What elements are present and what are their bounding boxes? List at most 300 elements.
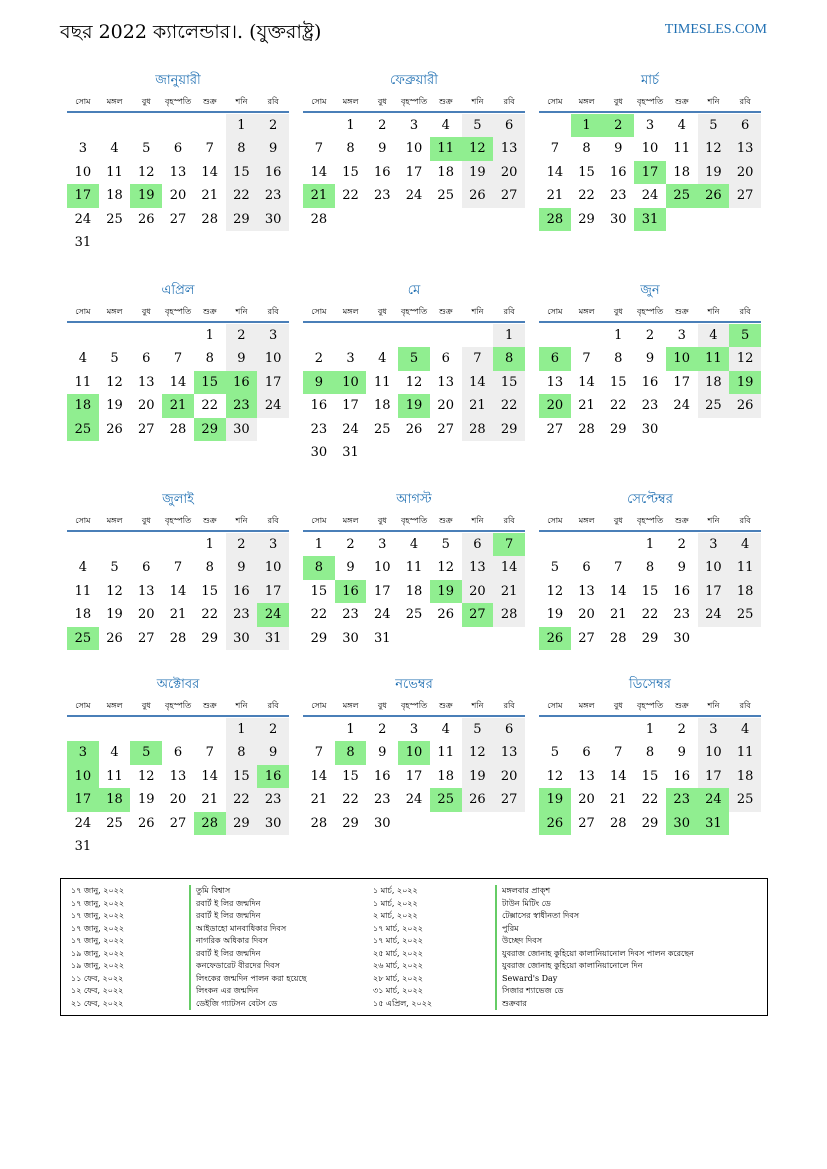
weekday-label: সোম xyxy=(547,97,563,106)
weekday-label: শনি xyxy=(471,307,484,316)
day-cell: 12 xyxy=(106,583,123,599)
day-cell: 1 xyxy=(205,327,214,343)
day-cell: 24 xyxy=(374,607,391,622)
holiday-date: ১৭ মার্চ, ২০২২ xyxy=(373,936,423,945)
day-cell: 15 xyxy=(578,164,595,180)
day-cell: 26 xyxy=(462,788,494,812)
day-cell: 15 xyxy=(610,374,627,390)
day-cell: 6 xyxy=(493,718,525,742)
holiday-day-cell: 10 xyxy=(67,765,99,789)
day-cell: 24 xyxy=(405,188,423,203)
day-cell: 25 xyxy=(106,211,123,227)
holiday-name: রবার্ট ই লির জন্মদিন xyxy=(189,898,307,911)
holiday-day-cell: 11 xyxy=(430,137,462,161)
day-cell: 3 xyxy=(677,327,686,343)
day-cell: 13 xyxy=(138,374,155,390)
day-cell: 20 xyxy=(578,792,595,807)
weekday-header xyxy=(67,302,289,323)
month-title: ডিসেম্বর xyxy=(629,677,671,692)
holiday-name: আইডাহো মানবাধিকার দিবস xyxy=(189,923,307,936)
day-cell: 25 xyxy=(106,815,123,831)
day-cell: 12 xyxy=(138,768,155,784)
day-cell: 4 xyxy=(409,536,419,552)
holiday-day-cell: 17 xyxy=(634,161,666,185)
empty-day-cell xyxy=(602,718,634,742)
day-cell: 13 xyxy=(462,556,494,580)
holiday-day-cell: 27 xyxy=(462,603,494,627)
day-cell: 21 xyxy=(462,394,494,418)
holiday-day-cell: 28 xyxy=(539,208,571,232)
holiday-date: ১৭ জানু, ২০২২ xyxy=(71,886,125,895)
holiday-date: ৩১ মার্চ, ২০২২ xyxy=(373,986,423,995)
day-cell: 10 xyxy=(698,556,730,580)
day-cell: 17 xyxy=(405,768,423,784)
month-days xyxy=(67,324,289,442)
day-cell: 7 xyxy=(582,351,591,366)
weekday-label: শুক্র xyxy=(674,516,689,525)
day-cell: 7 xyxy=(205,745,214,760)
day-cell: 12 xyxy=(698,137,730,161)
day-cell: 22 xyxy=(201,398,218,413)
day-cell: 27 xyxy=(493,184,525,208)
day-cell: 2 xyxy=(645,327,655,343)
empty-day-cell xyxy=(571,718,603,742)
day-cell: 17 xyxy=(673,374,690,390)
day-cell: 8 xyxy=(645,745,655,760)
day-cell: 11 xyxy=(74,583,92,599)
holiday-day-cell: 20 xyxy=(539,394,571,418)
day-cell: 1 xyxy=(346,721,355,737)
weekday-label: শুক্র xyxy=(438,701,453,710)
day-cell: 16 xyxy=(310,398,328,413)
day-cell: 4 xyxy=(729,533,761,557)
day-cell: 20 xyxy=(138,607,155,622)
month-days xyxy=(67,533,289,651)
holiday-day-cell: 19 xyxy=(430,580,462,604)
empty-day-cell xyxy=(162,533,194,557)
weekday-label: বুধ xyxy=(141,307,151,316)
day-cell: 15 xyxy=(342,164,359,180)
weekday-label: বৃহস্পতি xyxy=(164,701,192,710)
holiday-day-cell: 8 xyxy=(335,741,367,765)
day-cell: 6 xyxy=(582,745,591,760)
day-cell: 18 xyxy=(729,580,761,604)
weekday-header xyxy=(303,92,525,113)
day-cell: 22 xyxy=(493,394,525,418)
day-cell: 14 xyxy=(462,371,494,395)
holiday-day-cell: 16 xyxy=(335,580,367,604)
day-cell: 17 xyxy=(257,371,289,395)
month-block xyxy=(67,70,289,255)
day-cell: 23 xyxy=(374,792,391,807)
day-cell: 29 xyxy=(578,211,595,227)
holiday-name: উচ্ছেদ দিবস xyxy=(495,935,694,948)
day-cell: 14 xyxy=(201,164,218,180)
day-cell: 19 xyxy=(106,607,123,622)
holiday-day-cell: 9 xyxy=(303,371,335,395)
weekday-label: বৃহস্পতি xyxy=(636,307,664,316)
weekday-label: বৃহস্পতি xyxy=(400,516,428,525)
day-cell: 12 xyxy=(106,374,123,390)
weekday-label: রবি xyxy=(739,701,751,710)
empty-day-cell xyxy=(398,324,430,348)
holiday-name-column-left xyxy=(189,885,307,1010)
weekday-label: শনি xyxy=(235,307,248,316)
day-cell: 12 xyxy=(437,560,454,575)
day-cell: 7 xyxy=(173,560,183,575)
day-cell: 3 xyxy=(257,324,289,348)
day-cell: 21 xyxy=(201,792,218,807)
day-cell: 3 xyxy=(698,718,730,742)
holiday-name: নাগরিক অধিকার দিবস xyxy=(189,935,307,948)
weekday-label: মঙ্গল xyxy=(342,516,359,525)
day-cell: 4 xyxy=(441,117,450,133)
day-cell: 28 xyxy=(610,630,627,646)
day-cell: 4 xyxy=(78,351,87,366)
weekday-label: মঙ্গল xyxy=(106,97,123,106)
day-cell: 15 xyxy=(226,765,258,789)
weekday-header xyxy=(539,302,761,323)
day-cell: 7 xyxy=(550,141,559,156)
weekday-header xyxy=(303,302,525,323)
month-title: জুন xyxy=(640,283,660,298)
empty-day-cell xyxy=(303,718,335,742)
day-cell: 10 xyxy=(641,141,659,156)
day-cell: 31 xyxy=(74,235,92,250)
weekday-label: বুধ xyxy=(141,701,151,710)
weekday-label: মঙ্গল xyxy=(342,97,359,106)
holiday-date: ১২ ফেব, ২০২২ xyxy=(71,986,124,995)
weekday-label: সোম xyxy=(75,97,91,106)
weekday-label: বৃহস্পতি xyxy=(400,307,428,316)
day-cell: 26 xyxy=(138,211,155,227)
day-cell: 28 xyxy=(578,421,595,437)
day-cell: 4 xyxy=(441,721,450,737)
day-cell: 22 xyxy=(641,607,659,622)
holiday-name: Seward's Day xyxy=(495,973,694,986)
day-cell: 2 xyxy=(378,117,387,133)
weekday-label: শুক্র xyxy=(438,307,453,316)
day-cell: 24 xyxy=(74,211,92,227)
day-cell: 9 xyxy=(378,745,387,760)
day-cell: 14 xyxy=(310,768,328,784)
day-cell: 1 xyxy=(493,324,525,348)
empty-day-cell xyxy=(67,324,99,348)
month-block xyxy=(303,70,525,231)
month-title: মার্চ xyxy=(640,73,659,88)
month-days xyxy=(303,533,525,651)
day-cell: 22 xyxy=(342,792,359,807)
holiday-day-cell: 26 xyxy=(539,812,571,836)
day-cell: 3 xyxy=(346,351,355,366)
month-block xyxy=(303,280,525,465)
day-cell: 3 xyxy=(409,721,419,737)
day-cell: 5 xyxy=(698,114,730,138)
day-cell: 18 xyxy=(698,371,730,395)
day-cell: 15 xyxy=(641,768,659,784)
weekday-label: শুক্র xyxy=(674,701,689,710)
empty-day-cell xyxy=(130,114,162,138)
day-cell: 18 xyxy=(74,607,92,622)
day-cell: 28 xyxy=(310,211,328,227)
weekday-label: মঙ্গল xyxy=(578,307,595,316)
day-cell: 26 xyxy=(729,394,761,418)
day-cell: 4 xyxy=(110,745,119,760)
day-cell: 1 xyxy=(226,718,258,742)
holiday-date: ২৮ মার্চ, ২০২২ xyxy=(373,973,423,983)
holiday-day-cell: 19 xyxy=(130,184,162,208)
day-cell: 13 xyxy=(578,583,595,599)
month-title: জুলাই xyxy=(162,492,194,507)
holiday-day-cell: 5 xyxy=(729,324,761,348)
day-cell: 31 xyxy=(342,445,359,460)
month-block xyxy=(539,70,761,231)
empty-day-cell xyxy=(162,114,194,138)
day-cell: 28 xyxy=(610,815,627,831)
day-cell: 22 xyxy=(310,607,328,622)
site-link[interactable]: TIMESLES.COM xyxy=(664,22,767,37)
day-cell: 17 xyxy=(342,398,359,413)
empty-day-cell xyxy=(67,114,99,138)
day-cell: 7 xyxy=(314,141,323,156)
holiday-day-cell: 10 xyxy=(666,347,698,371)
holiday-date: ১৭ জানু, ২০২২ xyxy=(71,936,125,945)
holiday-date: ১৯ জানু, ২০২২ xyxy=(71,961,125,970)
weekday-label: রবি xyxy=(503,307,515,316)
weekday-label: শনি xyxy=(235,516,248,525)
day-cell: 5 xyxy=(110,560,119,575)
weekday-label: সোম xyxy=(311,701,327,710)
day-cell: 16 xyxy=(257,161,289,185)
day-cell: 28 xyxy=(169,421,187,437)
day-cell: 11 xyxy=(729,556,761,580)
weekday-label: মঙ্গল xyxy=(106,516,123,525)
day-cell: 29 xyxy=(641,630,659,646)
day-cell: 21 xyxy=(310,792,328,807)
day-cell: 3 xyxy=(257,533,289,557)
day-cell: 13 xyxy=(493,741,525,765)
holiday-date: ২১ ফেব, ২০২২ xyxy=(71,998,124,1008)
holiday-day-cell: 30 xyxy=(666,812,698,836)
day-cell: 9 xyxy=(677,745,686,760)
day-cell: 11 xyxy=(106,768,123,784)
empty-day-cell xyxy=(194,718,226,742)
weekday-label: শনি xyxy=(235,701,248,710)
day-cell: 24 xyxy=(698,603,730,627)
empty-day-cell xyxy=(571,533,603,557)
day-cell: 5 xyxy=(550,560,559,575)
day-cell: 25 xyxy=(374,421,391,437)
weekday-label: শুক্র xyxy=(674,307,689,316)
day-cell: 9 xyxy=(614,141,623,156)
holiday-day-cell: 10 xyxy=(335,371,367,395)
holiday-day-cell: 26 xyxy=(698,184,730,208)
month-block xyxy=(539,280,761,441)
day-cell: 29 xyxy=(493,418,525,442)
month-title: অক্টোবর xyxy=(156,677,200,692)
day-cell: 12 xyxy=(546,583,564,599)
day-cell: 9 xyxy=(257,137,289,161)
weekday-label: মঙ্গল xyxy=(342,307,359,316)
day-cell: 19 xyxy=(138,792,155,807)
holiday-date: ১ মার্চ, ২০২২ xyxy=(373,886,418,895)
month-title: ফেব্রুয়ারী xyxy=(390,73,438,88)
day-cell: 22 xyxy=(610,398,627,413)
empty-day-cell xyxy=(67,533,99,557)
day-cell: 20 xyxy=(493,765,525,789)
day-cell: 14 xyxy=(610,583,627,599)
day-cell: 24 xyxy=(405,792,423,807)
day-cell: 23 xyxy=(673,607,690,622)
day-cell: 9 xyxy=(257,741,289,765)
empty-day-cell xyxy=(303,114,335,138)
day-cell: 7 xyxy=(614,745,623,760)
day-cell: 17 xyxy=(405,164,423,180)
day-cell: 4 xyxy=(378,351,387,366)
day-cell: 6 xyxy=(142,351,151,366)
day-cell: 20 xyxy=(729,161,761,185)
empty-day-cell xyxy=(462,324,494,348)
weekday-header xyxy=(539,696,761,717)
day-cell: 26 xyxy=(462,184,494,208)
day-cell: 18 xyxy=(673,164,690,180)
empty-day-cell xyxy=(162,718,194,742)
day-cell: 11 xyxy=(729,741,761,765)
day-cell: 23 xyxy=(374,188,391,203)
holiday-day-cell: 10 xyxy=(398,741,430,765)
day-cell: 18 xyxy=(374,398,391,413)
day-cell: 10 xyxy=(374,560,391,575)
weekday-label: বৃহস্পতি xyxy=(636,97,664,106)
page-title: বছর 2022 ক্যালেন্ডার।. (যুক্তরাষ্ট্র) xyxy=(60,21,322,43)
day-cell: 1 xyxy=(614,327,623,343)
month-days xyxy=(539,114,761,232)
weekday-header xyxy=(303,696,525,717)
day-cell: 11 xyxy=(405,560,423,575)
day-cell: 14 xyxy=(578,374,595,390)
day-cell: 23 xyxy=(310,421,328,437)
day-cell: 15 xyxy=(226,161,258,185)
holiday-day-cell: 7 xyxy=(493,533,525,557)
holiday-day-cell: 2 xyxy=(602,114,634,138)
weekday-label: সোম xyxy=(547,516,563,525)
month-days xyxy=(303,718,525,836)
day-cell: 4 xyxy=(698,324,730,348)
day-cell: 27 xyxy=(578,815,595,831)
day-cell: 30 xyxy=(226,418,258,442)
day-cell: 2 xyxy=(257,114,289,138)
holiday-day-cell: 16 xyxy=(226,371,258,395)
day-cell: 13 xyxy=(169,768,187,784)
holiday-date: ১৫ এপ্রিল, ২০২২ xyxy=(373,998,433,1008)
day-cell: 14 xyxy=(610,768,627,784)
weekday-label: রবি xyxy=(267,701,279,710)
day-cell: 8 xyxy=(205,560,214,575)
holiday-day-cell: 29 xyxy=(194,418,226,442)
day-cell: 21 xyxy=(493,580,525,604)
holiday-name: রবার্ট ই লির জন্মদিন xyxy=(189,948,307,961)
weekday-label: শনি xyxy=(707,701,720,710)
weekday-header xyxy=(539,511,761,532)
day-cell: 13 xyxy=(729,137,761,161)
holiday-list xyxy=(60,878,768,1016)
day-cell: 18 xyxy=(437,768,454,784)
weekday-label: শুক্র xyxy=(202,97,217,106)
weekday-label: মঙ্গল xyxy=(578,701,595,710)
day-cell: 9 xyxy=(346,560,355,575)
day-cell: 31 xyxy=(257,627,289,651)
weekday-label: শুক্র xyxy=(438,516,453,525)
day-cell: 12 xyxy=(729,347,761,371)
day-cell: 24 xyxy=(257,394,289,418)
day-cell: 1 xyxy=(205,536,214,552)
weekday-label: সোম xyxy=(311,516,327,525)
day-cell: 20 xyxy=(437,398,454,413)
empty-day-cell xyxy=(430,324,462,348)
day-cell: 27 xyxy=(578,630,595,646)
day-cell: 5 xyxy=(142,141,151,156)
holiday-day-cell: 25 xyxy=(67,418,99,442)
day-cell: 8 xyxy=(226,741,258,765)
day-cell: 9 xyxy=(226,347,258,371)
day-cell: 29 xyxy=(641,815,659,831)
day-cell: 14 xyxy=(546,164,564,180)
day-cell: 6 xyxy=(142,560,151,575)
day-cell: 9 xyxy=(677,560,686,575)
weekday-label: বৃহস্পতি xyxy=(400,97,428,106)
day-cell: 26 xyxy=(138,815,155,831)
day-cell: 23 xyxy=(641,398,659,413)
day-cell: 22 xyxy=(201,607,218,622)
weekday-label: রবি xyxy=(503,701,515,710)
empty-day-cell xyxy=(130,718,162,742)
holiday-day-cell: 8 xyxy=(303,556,335,580)
day-cell: 13 xyxy=(169,164,187,180)
day-cell: 12 xyxy=(405,374,423,390)
weekday-label: রবি xyxy=(267,516,279,525)
day-cell: 18 xyxy=(106,188,123,203)
day-cell: 8 xyxy=(346,141,355,156)
day-cell: 10 xyxy=(405,141,423,156)
day-cell: 1 xyxy=(314,536,323,552)
day-cell: 23 xyxy=(342,607,359,622)
day-cell: 1 xyxy=(346,117,355,133)
holiday-day-cell: 5 xyxy=(130,741,162,765)
holiday-date: ১৭ জানু, ২০২২ xyxy=(71,898,125,908)
day-cell: 8 xyxy=(226,137,258,161)
day-cell: 16 xyxy=(374,768,391,784)
day-cell: 26 xyxy=(405,421,423,437)
weekday-label: সোম xyxy=(311,97,327,106)
day-cell: 14 xyxy=(493,556,525,580)
holiday-date: ২৫ মার্চ, ২০২২ xyxy=(373,948,423,958)
weekday-label: বুধ xyxy=(377,516,387,525)
weekday-header xyxy=(67,92,289,113)
holiday-day-cell: 18 xyxy=(99,788,131,812)
day-cell: 30 xyxy=(257,208,289,232)
day-cell: 20 xyxy=(169,792,187,807)
day-cell: 29 xyxy=(201,630,218,646)
holiday-day-cell: 1 xyxy=(571,114,603,138)
empty-day-cell xyxy=(303,324,335,348)
empty-day-cell xyxy=(130,533,162,557)
month-block xyxy=(67,674,289,859)
day-cell: 21 xyxy=(610,792,627,807)
month-title: জানুয়ারী xyxy=(155,73,201,88)
holiday-date: ২ মার্চ, ২০২২ xyxy=(373,911,418,920)
day-cell: 8 xyxy=(614,351,623,366)
day-cell: 3 xyxy=(409,117,419,133)
